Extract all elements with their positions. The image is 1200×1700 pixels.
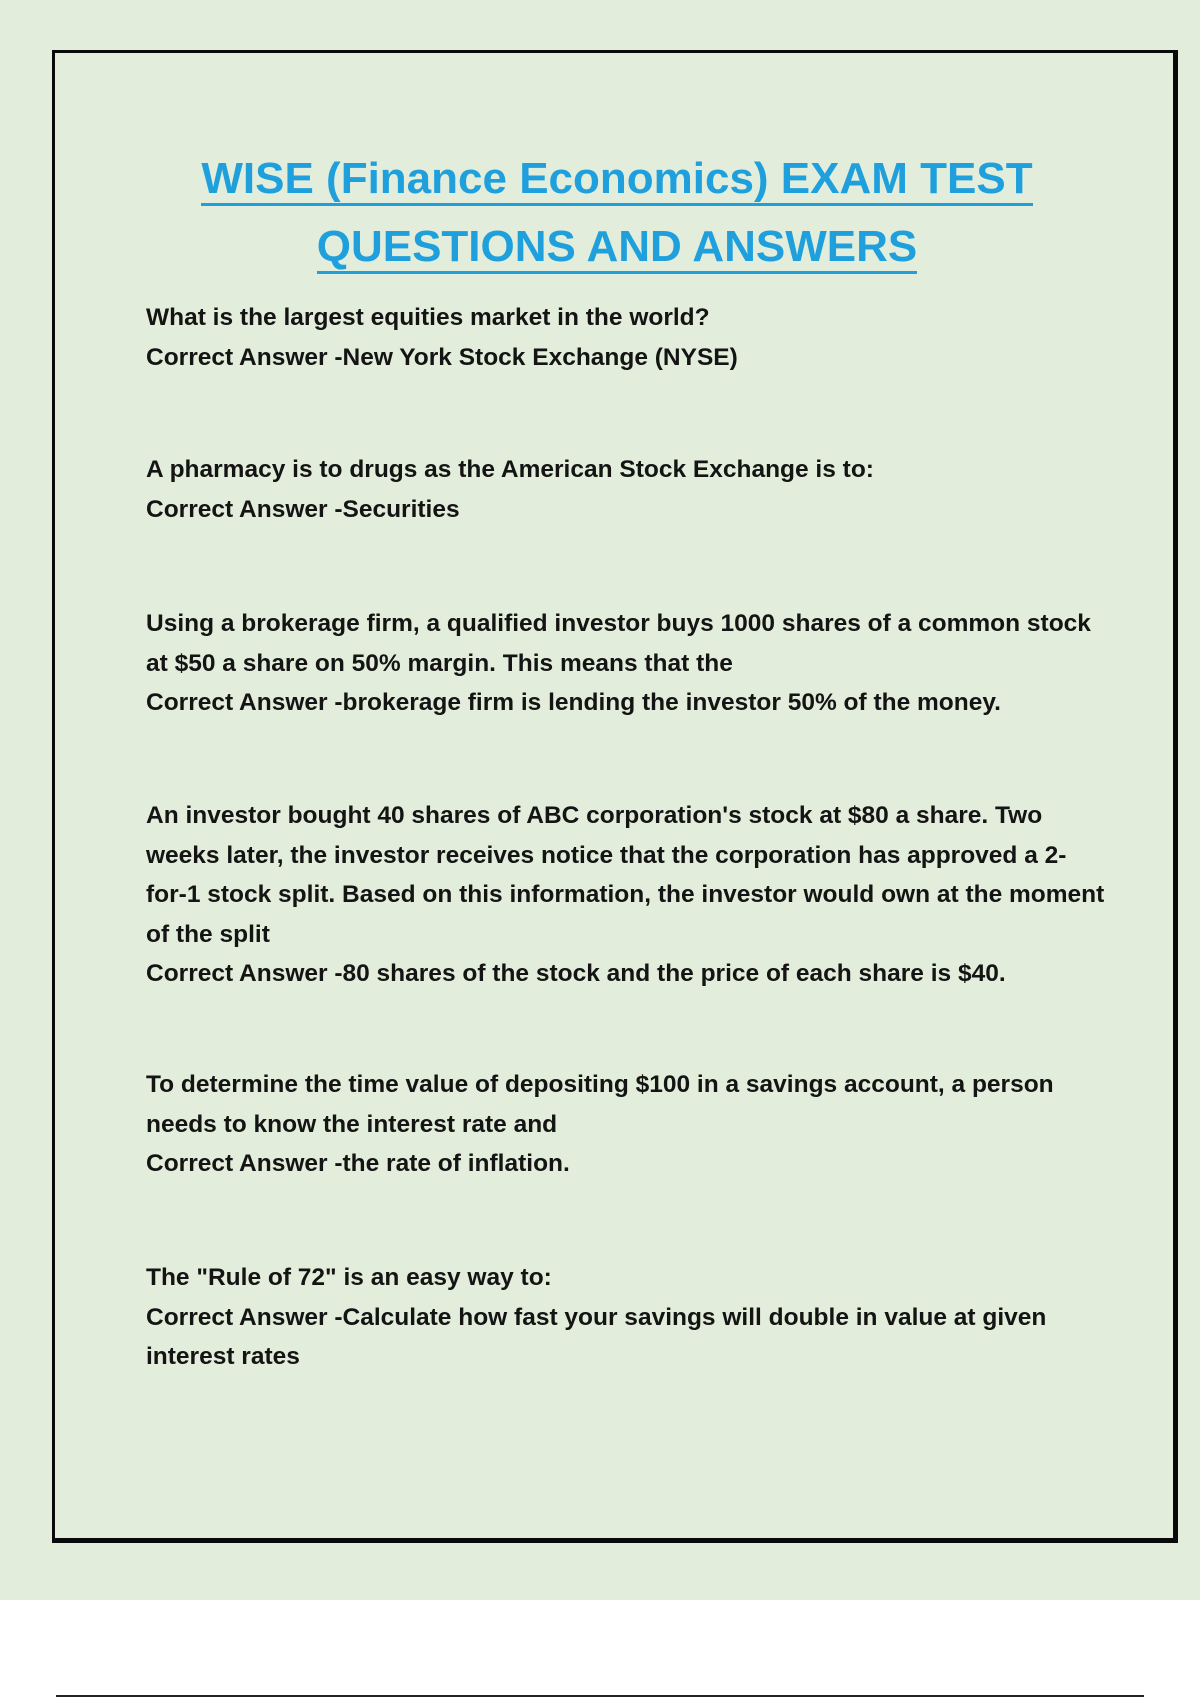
answer-text: Correct Answer -New York Stock Exchange (NYSE) bbox=[146, 343, 738, 371]
question-text: The "Rule of 72" is an easy way to: bbox=[146, 1264, 552, 1291]
question-text: To determine the time value of depositing $100 in a savings account, a person needs to know the interest rate and bbox=[146, 1071, 1054, 1138]
question-text: Using a brokerage firm, a qualified investor buys 1000 shares of a common stock at $50 a share on 50% margin. This means that the bbox=[146, 610, 1091, 677]
title-line-1: WISE (Finance Economics) EXAM TEST bbox=[201, 154, 1032, 206]
qa-item-6 bbox=[146, 1258, 1106, 1377]
qa-item-2 bbox=[146, 450, 1106, 529]
answer-text: Correct Answer -80 shares of the stock and the price of each share is $40. bbox=[146, 960, 1006, 987]
page-divider bbox=[56, 1695, 1144, 1697]
document-title bbox=[60, 145, 1174, 281]
answer-text: Correct Answer -brokerage firm is lending the investor 50% of the money. bbox=[146, 689, 1001, 716]
title-line-2: QUESTIONS AND ANSWERS bbox=[317, 222, 918, 274]
question-text: What is the largest equities market in the world? bbox=[146, 304, 710, 331]
qa-item-3 bbox=[146, 604, 1106, 723]
question-text: A pharmacy is to drugs as the American Stock Exchange is to: bbox=[146, 456, 874, 483]
question-text: An investor bought 40 shares of ABC corporation's stock at $80 a share. Two weeks later, the investor receives notice that the corporation has approved a 2-for-1 stock split. Based on this information, the investor would own at the moment of the split bbox=[146, 802, 1105, 948]
qa-item-5 bbox=[146, 1065, 1106, 1184]
qa-item-1 bbox=[146, 298, 1106, 377]
answer-text: Correct Answer -Securities bbox=[146, 495, 460, 523]
answer-text: Correct Answer -the rate of inflation. bbox=[146, 1150, 570, 1177]
answer-text: Correct Answer -Calculate how fast your savings will double in value at given interest rates bbox=[146, 1303, 1047, 1370]
qa-item-4 bbox=[146, 796, 1106, 994]
